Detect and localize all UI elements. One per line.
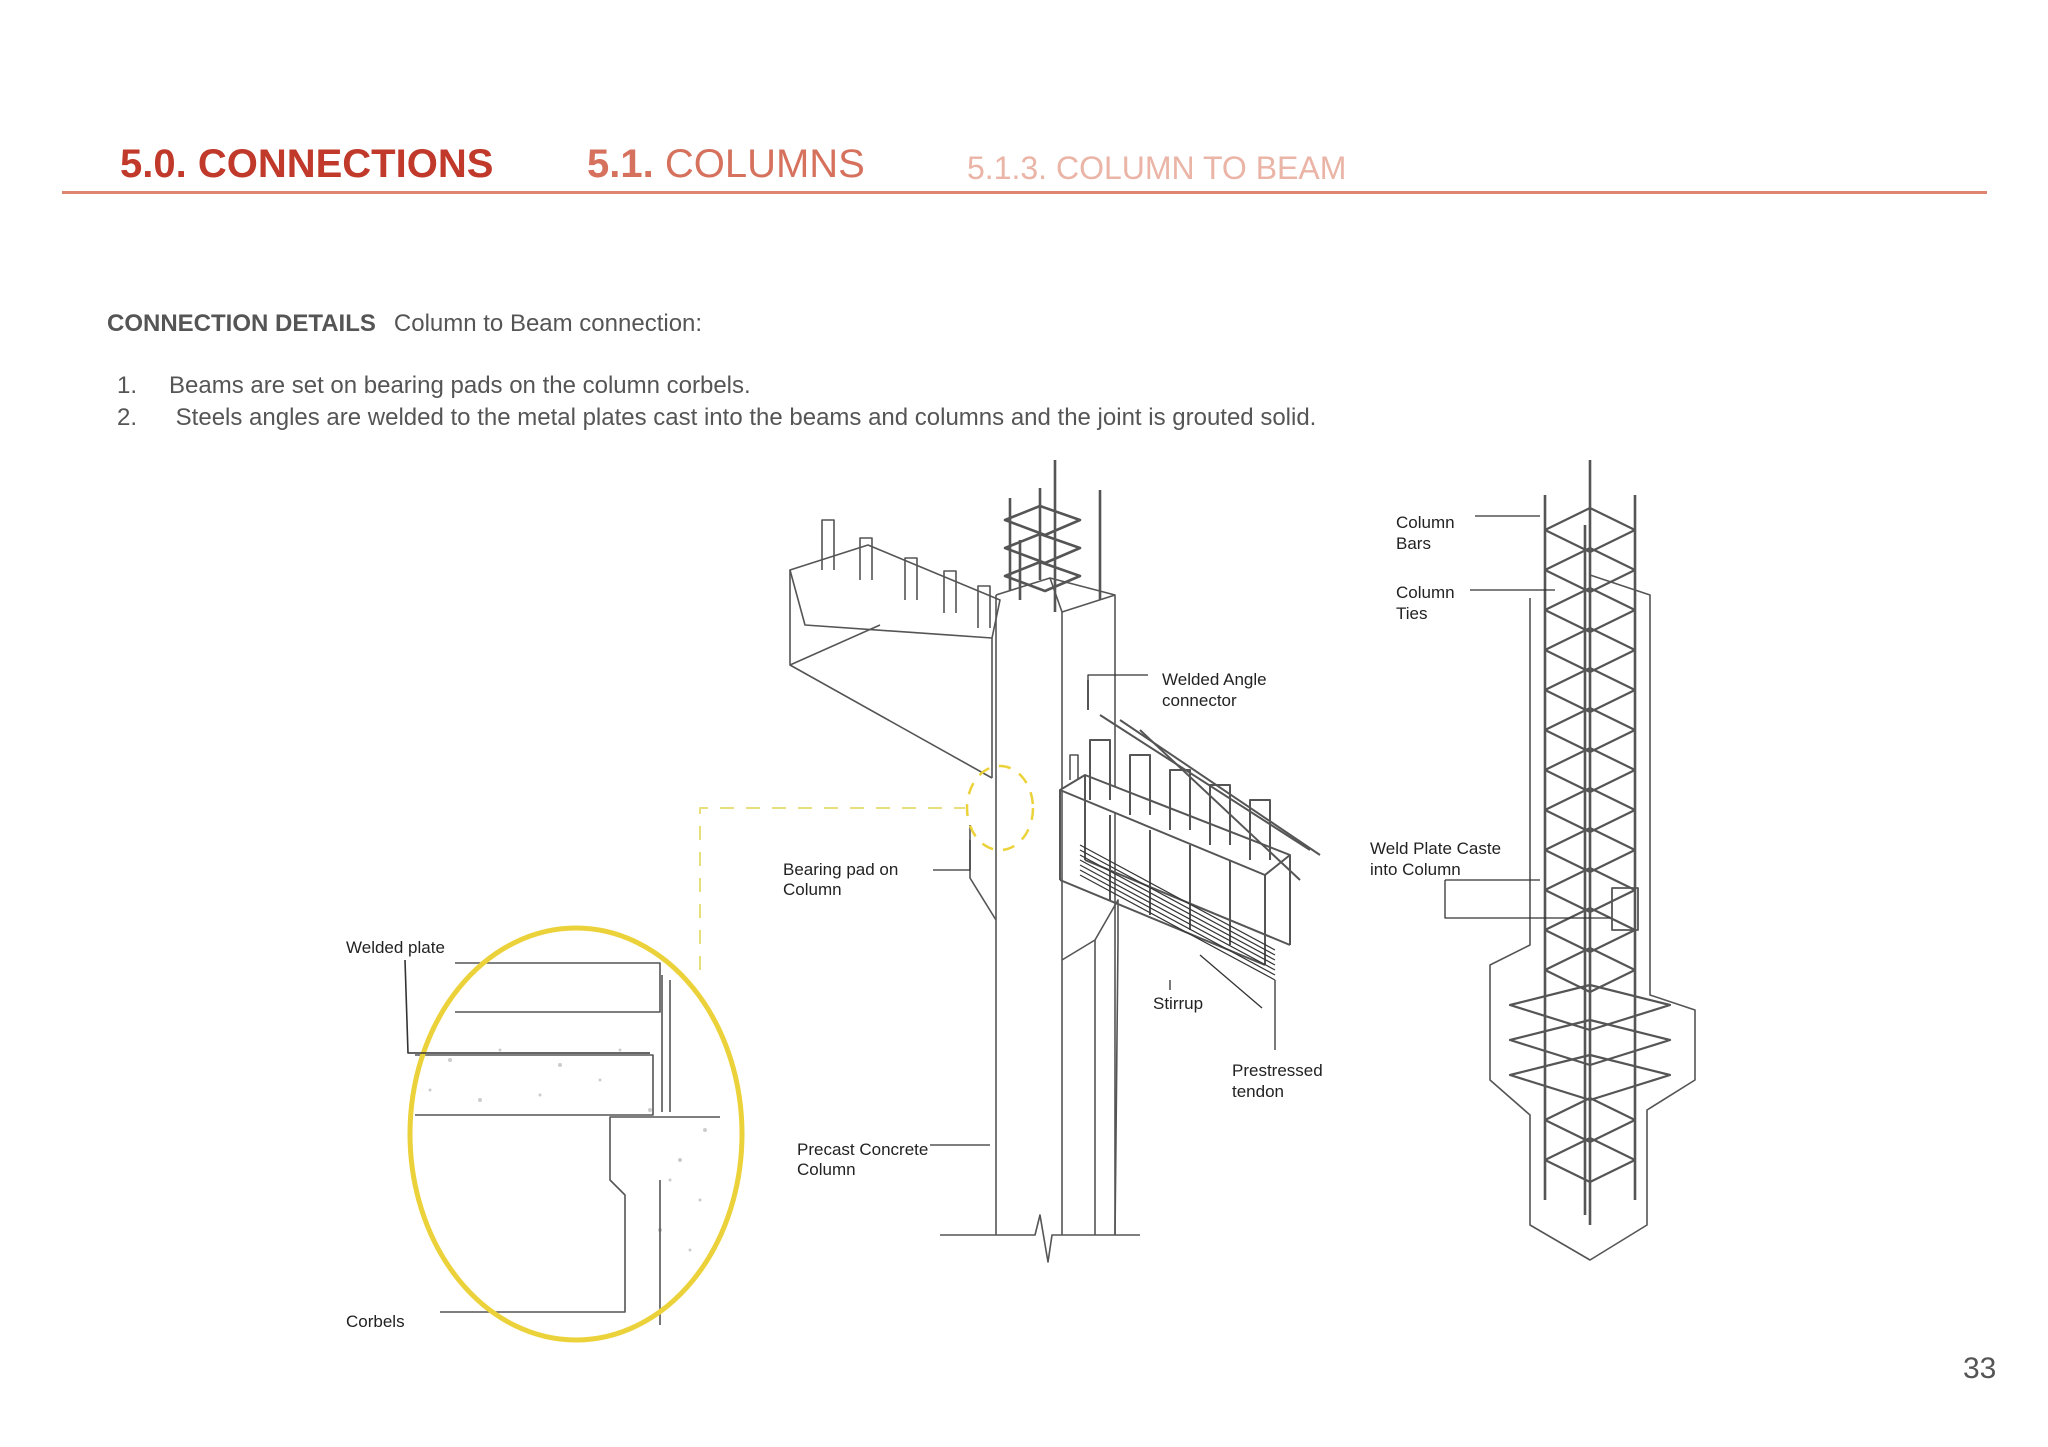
label-welded-plate: Welded plate [346,938,445,957]
diagram-labels [346,513,1501,1331]
label-prestressed: Prestressed [1232,1061,1323,1080]
label-prestressed-2: tendon [1232,1082,1284,1101]
column-cage [1445,460,1695,1260]
subsubsection-title: 5.1.3. COLUMN TO BEAM [967,150,1347,186]
subsection-label: COLUMNS [664,142,865,186]
list-item-number: 1. [117,372,138,399]
label-welded-angle: Welded Angle [1162,670,1267,689]
label-column-bars-2: Bars [1396,534,1431,553]
label-precast-2: Column [797,1160,856,1179]
concrete-texture [429,1049,708,1252]
joint-highlight [967,766,1033,850]
label-weld-plate: Weld Plate Caste [1370,839,1502,858]
detail-zoom [405,808,965,1340]
label-precast: Precast Concrete [797,1140,929,1159]
detail-circle [410,928,742,1340]
label-bearing-pad: Bearing pad on [783,860,899,879]
label-stirrup: Stirrup [1153,994,1204,1013]
label-column-ties: Column [1396,583,1455,602]
label-bearing-pad-2: Column [783,880,842,899]
label-column-bars: Column [1396,513,1455,532]
connection-details-title: Column to Beam connection: [393,310,703,337]
label-corbels: Corbels [346,1312,405,1331]
connection-details-label: CONNECTION DETAILS [107,310,376,337]
list-item-text: Beams are set on bearing pads on the column corbels. [169,372,751,399]
list-item-number: 2. [117,404,138,431]
label-welded-angle-2: connector [1162,691,1237,710]
label-column-ties-2: Ties [1396,604,1428,623]
label-weld-plate-2: into Column [1370,860,1461,879]
list-item-text: Steels angles are welded to the metal plates cast into the beams and columns and the joint is grouted solid. [169,404,1317,431]
subsection-number: 5.1. [587,142,654,186]
section-title: 5.0. CONNECTIONS [120,142,494,186]
page-number: 33 [1963,1352,1997,1385]
